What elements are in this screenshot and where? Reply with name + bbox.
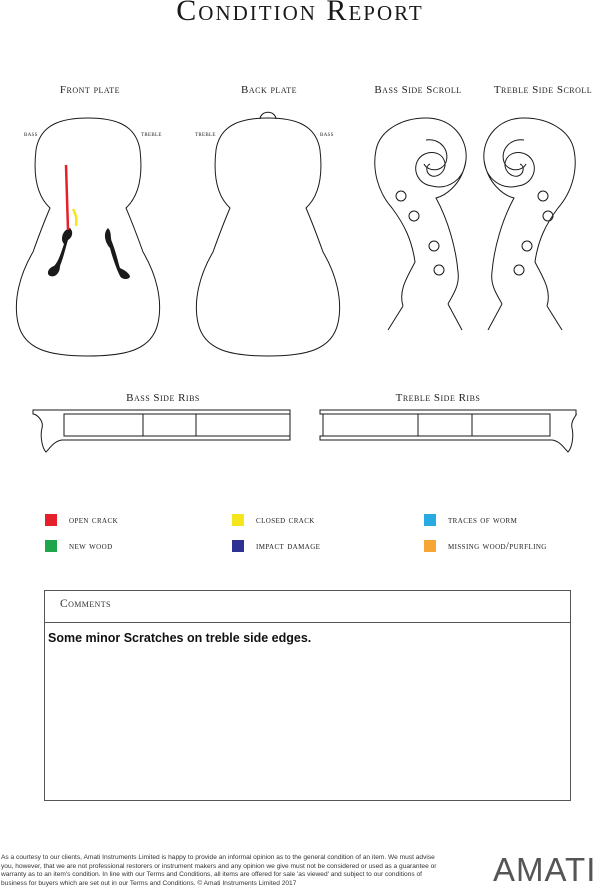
comments-text: Some minor Scratches on treble side edges. [48, 631, 312, 645]
red-swatch [45, 514, 57, 526]
front-bass-label: bass [24, 129, 38, 138]
amati-logo: AMATI [493, 851, 597, 888]
green-swatch [45, 540, 57, 552]
bass-side-ribs-label: Bass Side Ribs [126, 392, 200, 404]
back-plate-outline [196, 118, 339, 356]
comments-header: Comments [45, 591, 570, 623]
yellow-swatch [232, 514, 244, 526]
blue-swatch [424, 514, 436, 526]
f-hole-left [48, 228, 72, 276]
legend-open-crack: open crack [45, 514, 118, 526]
bass-scroll-outline [375, 118, 466, 330]
open-crack-mark [66, 165, 68, 230]
bass-ribs-outline [33, 410, 290, 452]
back-treble-label: treble [195, 129, 216, 138]
disclaimer-text: As a courtesy to our clients, Amati Instruments Limited is happy to provide an informal opinion as to the general condition of an item. We must advise you, however, that we are not professional restorers or instrument makers and any opinion we give must not be considered or used as a guarantee or warranty as to an item's condition. In line with our Terms and Conditions, all items are offered for sale 'as viewed' and subject to our conditions of business for buyers which are set out in our Terms and Conditions. © Amati Instruments Limited 2017 [1, 854, 437, 887]
closed-crack-mark [73, 209, 76, 226]
legend-missing-wood: missing wood/purfling [424, 540, 547, 552]
bass-side-scroll-label: Bass Side Scroll [374, 84, 462, 96]
orange-swatch [424, 540, 436, 552]
f-holes [48, 228, 130, 279]
legend-impact-damage: impact damage [232, 540, 320, 552]
legend-closed-crack: closed crack [232, 514, 315, 526]
treble-scroll-outline [484, 118, 575, 330]
back-plate-label: Back plate [241, 84, 297, 96]
navy-swatch [232, 540, 244, 552]
treble-side-scroll-label: Treble Side Scroll [493, 84, 593, 96]
page-title: Condition Report [176, 0, 424, 27]
front-plate-outline [16, 118, 159, 356]
treble-side-ribs-label: Treble Side Ribs [395, 392, 481, 404]
treble-ribs-outline [320, 410, 576, 452]
legend-traces-of-worm: traces of worm [424, 514, 517, 526]
front-plate-label: Front plate [59, 84, 121, 96]
legend-new-wood: new wood [45, 540, 113, 552]
comments-box [44, 590, 571, 801]
f-hole-right [105, 228, 130, 279]
back-bass-label: bass [320, 129, 334, 138]
front-treble-label: treble [141, 129, 162, 138]
